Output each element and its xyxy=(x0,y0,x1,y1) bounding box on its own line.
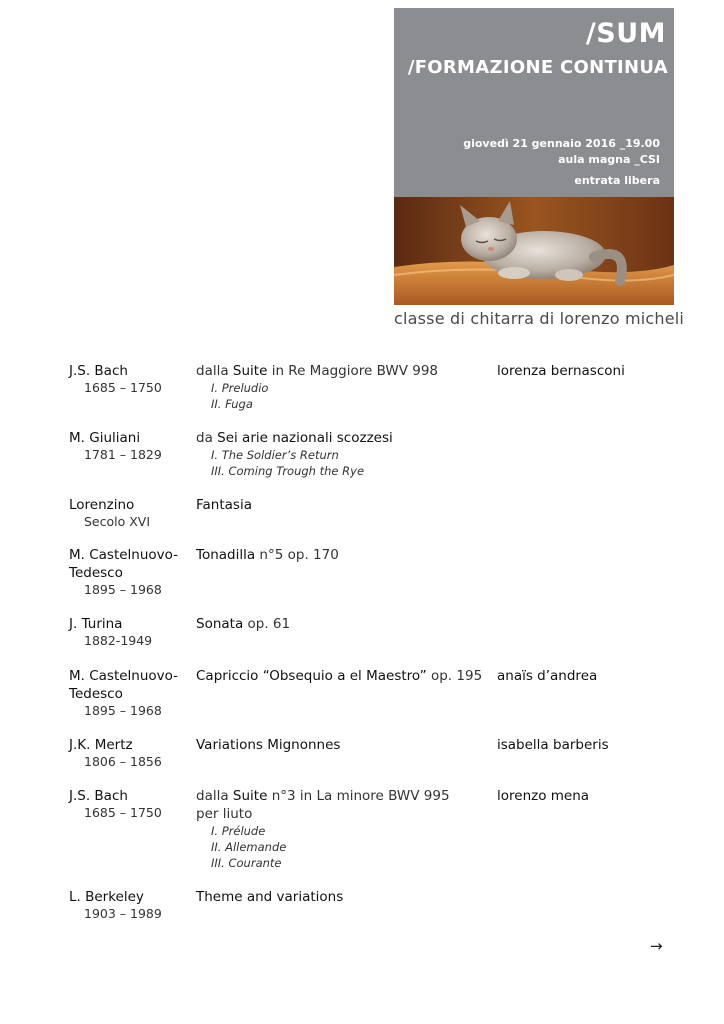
composer xyxy=(69,736,191,770)
performer: lorenza bernasconi xyxy=(497,363,625,379)
header-title: /SUM xyxy=(585,18,666,49)
composer-name: M. Giuliani xyxy=(69,430,141,446)
composer xyxy=(69,546,191,598)
composer-dates: 1781 – 1829 xyxy=(84,447,162,462)
movements xyxy=(196,380,486,412)
composer xyxy=(69,787,191,821)
movements xyxy=(196,823,486,871)
performer: anaïs d’andrea xyxy=(497,668,598,684)
work-title: Variations Mignonnes xyxy=(196,737,341,753)
work xyxy=(196,496,486,514)
work-title-line xyxy=(196,667,486,685)
composer-name: L. Berkeley xyxy=(69,889,144,905)
work-prefix: dalla xyxy=(196,788,233,804)
work-title: Capriccio “Obsequio a el Maestro” xyxy=(196,668,427,684)
work-title-line xyxy=(196,615,486,633)
work-title: Suite xyxy=(232,788,268,804)
work-suffix: op. 195 xyxy=(426,668,483,684)
composer xyxy=(69,496,191,530)
work-prefix: da xyxy=(196,430,218,446)
composer-name: M. Castelnuovo-Tedesco xyxy=(69,668,179,702)
composer xyxy=(69,615,191,649)
work-title-line xyxy=(196,546,486,564)
work-suffix: n°3 in La minore BWV 995 xyxy=(267,788,450,804)
work xyxy=(196,615,486,633)
composer-dates: 1895 – 1968 xyxy=(84,582,162,597)
work-title-line xyxy=(196,362,486,380)
work-title-line xyxy=(196,496,486,514)
composer-name: J.S. Bach xyxy=(69,363,128,379)
performer: isabella barberis xyxy=(497,737,609,753)
composer-dates: 1685 – 1750 xyxy=(84,380,162,395)
composer-dates: 1882-1949 xyxy=(84,633,153,648)
event-entry: entrata libera xyxy=(574,174,660,187)
composer-name: J.K. Mertz xyxy=(69,737,133,753)
work-suffix: in Re Maggiore BWV 998 xyxy=(267,363,439,379)
composer-name: J. Turina xyxy=(69,616,123,632)
work-title-line xyxy=(196,736,486,754)
work-suffix: n°5 op. 170 xyxy=(255,547,339,563)
composer-name: M. Castelnuovo-Tedesco xyxy=(69,547,179,581)
movement: I. The Soldier’s Return xyxy=(211,448,339,462)
work xyxy=(196,736,486,754)
work-title: Fantasia xyxy=(196,497,252,513)
header-subtitle: /FORMAZIONE CONTINUA xyxy=(407,57,668,78)
header-box xyxy=(394,8,674,197)
work xyxy=(196,667,486,685)
movement: III. Coming Trough the Rye xyxy=(211,464,365,478)
work xyxy=(196,787,486,871)
work xyxy=(196,888,486,906)
composer-name: Lorenzino xyxy=(69,497,135,513)
composer-dates: 1895 – 1968 xyxy=(84,703,162,718)
work-title: Sonata xyxy=(196,616,244,632)
work-prefix: dalla xyxy=(196,363,233,379)
sleeping-kitten-icon xyxy=(394,197,674,305)
movement: I. Preludio xyxy=(211,381,269,395)
composer xyxy=(69,667,191,719)
movement: II. Allemande xyxy=(211,840,287,854)
kitten-guitar-photo xyxy=(394,197,674,305)
work-title: Suite xyxy=(232,363,268,379)
event-date: giovedì 21 gennaio 2016 _19.00 xyxy=(463,137,660,150)
work xyxy=(196,546,486,564)
event-venue: aula magna _CSI xyxy=(558,153,660,166)
work xyxy=(196,429,486,479)
arrow-right-icon[interactable]: → xyxy=(650,937,663,955)
composer-dates: 1806 – 1856 xyxy=(84,754,162,769)
performer: lorenzo mena xyxy=(497,788,590,804)
work-suffix: op. 61 xyxy=(243,616,291,632)
composer xyxy=(69,429,191,463)
work-title-line xyxy=(196,787,486,805)
work-title-line xyxy=(196,888,486,906)
movements xyxy=(196,447,486,479)
composer-dates: 1685 – 1750 xyxy=(84,805,162,820)
work-line2: per liuto xyxy=(196,806,253,822)
work xyxy=(196,362,486,412)
composer-dates: Secolo XVI xyxy=(84,514,151,529)
composer-name: J.S. Bach xyxy=(69,788,128,804)
composer-dates: 1903 – 1989 xyxy=(84,906,162,921)
class-line: classe di chitarra di lorenzo micheli xyxy=(394,309,685,328)
movement: III. Courante xyxy=(211,856,282,870)
composer xyxy=(69,362,191,396)
work-title: Theme and variations xyxy=(196,889,344,905)
movement: I. Prélude xyxy=(211,824,266,838)
composer xyxy=(69,888,191,922)
work-title: Tonadilla xyxy=(196,547,256,563)
movement: II. Fuga xyxy=(211,397,253,411)
work-title-line xyxy=(196,429,486,447)
work-title: Sei arie nazionali scozzesi xyxy=(217,430,393,446)
